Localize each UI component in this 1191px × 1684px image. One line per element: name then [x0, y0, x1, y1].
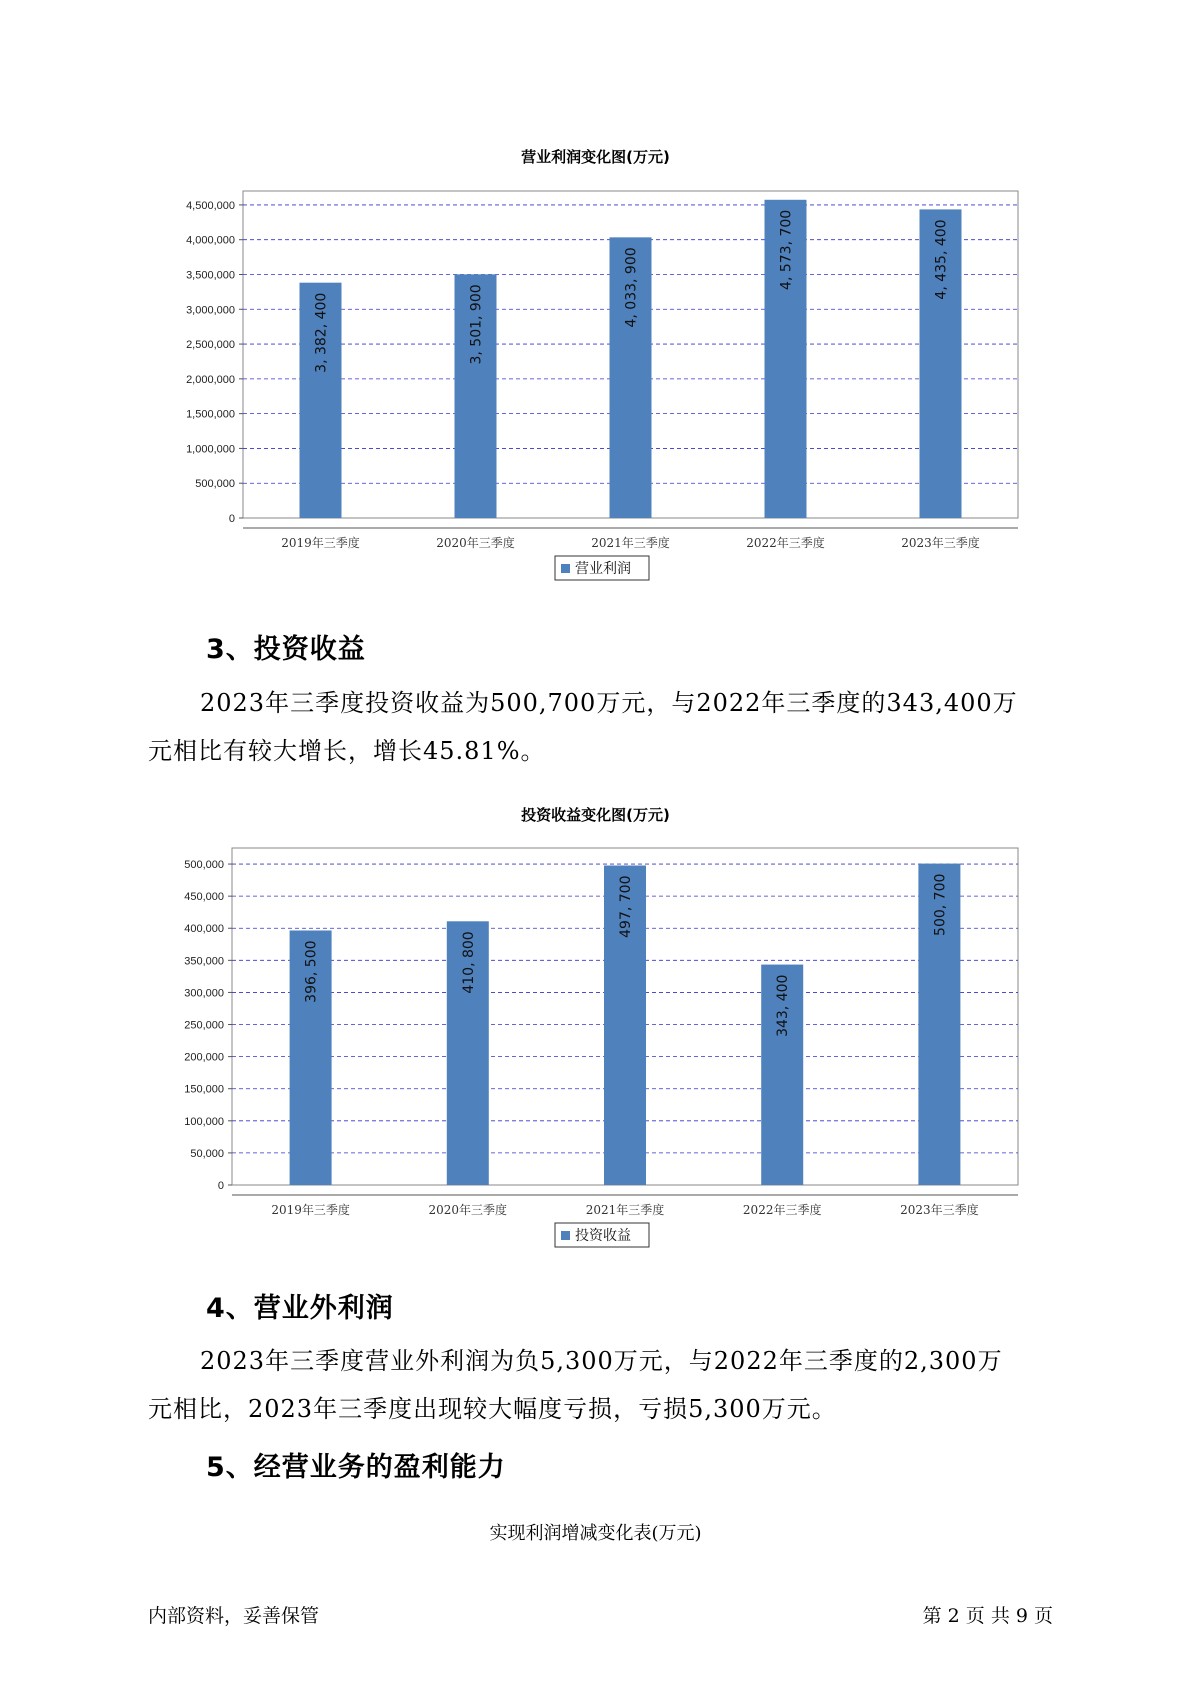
x-tick-label: 2022年三季度: [742, 1203, 822, 1217]
footer-left: 内部资料，妥善保管: [148, 1605, 320, 1627]
x-tick-label: 2020年三季度: [436, 536, 515, 550]
y-tick-label: 50,000: [190, 1147, 224, 1160]
section4-line2: 元相比，2023年三季度出现较大幅度亏损，亏损5,300万元。: [148, 1395, 837, 1423]
y-tick-label: 350,000: [184, 955, 224, 968]
y-tick-label: 500,000: [195, 478, 235, 491]
y-tick-label: 4,500,000: [186, 199, 235, 212]
x-tick-label: 2023年三季度: [901, 536, 980, 550]
y-tick-label: 2,000,000: [186, 373, 235, 386]
y-tick-label: 100,000: [184, 1115, 224, 1128]
chart1-title: 营业利润变化图(万元): [521, 148, 670, 166]
legend-label: 投资收益: [575, 1228, 631, 1244]
data-label: 497, 700: [618, 875, 634, 938]
section3-line2: 元相比有较大增长，增长45.81%。: [148, 737, 546, 765]
data-label: 4, 573, 700: [778, 209, 795, 290]
section4-line1: 2023年三季度营业外利润为负5,300万元，与2022年三季度的2,300万: [200, 1347, 1003, 1375]
table-title: 实现利润增减变化表(万元): [489, 1523, 702, 1544]
x-tick-label: 2019年三季度: [281, 536, 360, 550]
y-tick-label: 1,000,000: [186, 443, 235, 456]
legend-swatch: [561, 1231, 570, 1240]
x-tick-label: 2021年三季度: [585, 1203, 665, 1217]
section3-heading: 3、投资收益: [206, 634, 366, 665]
section3-line1: 2023年三季度投资收益为500,700万元，与2022年三季度的343,400万: [200, 689, 1018, 717]
y-tick-label: 1,500,000: [186, 408, 235, 421]
x-tick-label: 2021年三季度: [591, 536, 670, 550]
y-tick-label: 500,000: [184, 859, 224, 872]
data-label: 4, 033, 900: [623, 247, 640, 328]
data-label: 4, 435, 400: [933, 219, 950, 300]
section4-paragraph: [148, 1337, 1048, 1433]
y-tick-label: 400,000: [184, 923, 224, 936]
x-tick-label: 2020年三季度: [428, 1203, 508, 1217]
y-tick-label: 450,000: [184, 891, 224, 904]
y-tick-label: 0: [217, 1180, 224, 1192]
data-label: 343, 400: [775, 974, 792, 1037]
y-tick-label: 3,000,000: [186, 304, 235, 317]
x-tick-label: 2019年三季度: [271, 1203, 350, 1217]
x-tick-label: 2022年三季度: [746, 536, 825, 550]
y-tick-label: 3,500,000: [186, 269, 235, 282]
data-label: 396, 500: [303, 940, 320, 1003]
legend-label: 营业利润: [575, 561, 631, 577]
y-tick-label: 250,000: [184, 1019, 224, 1032]
y-tick-label: 0: [228, 513, 235, 525]
data-label: 3, 382, 400: [313, 292, 330, 373]
y-tick-label: 300,000: [184, 987, 224, 1000]
y-tick-label: 4,000,000: [186, 234, 235, 247]
y-tick-label: 2,500,000: [186, 339, 235, 352]
x-tick-label: 2023年三季度: [900, 1203, 979, 1217]
data-label: 500, 700: [932, 873, 949, 936]
chart2-title: 投资收益变化图(万元): [521, 806, 670, 824]
y-tick-label: 200,000: [184, 1051, 224, 1064]
data-label: 410, 800: [460, 931, 477, 994]
data-label: 3, 501, 900: [468, 284, 485, 365]
section4-heading: 4、营业外利润: [206, 1293, 394, 1324]
y-tick-label: 150,000: [184, 1083, 224, 1096]
section5-heading: 5、经营业务的盈利能力: [206, 1452, 506, 1483]
footer-page-number: 第 2 页 共 9 页: [922, 1605, 1053, 1627]
